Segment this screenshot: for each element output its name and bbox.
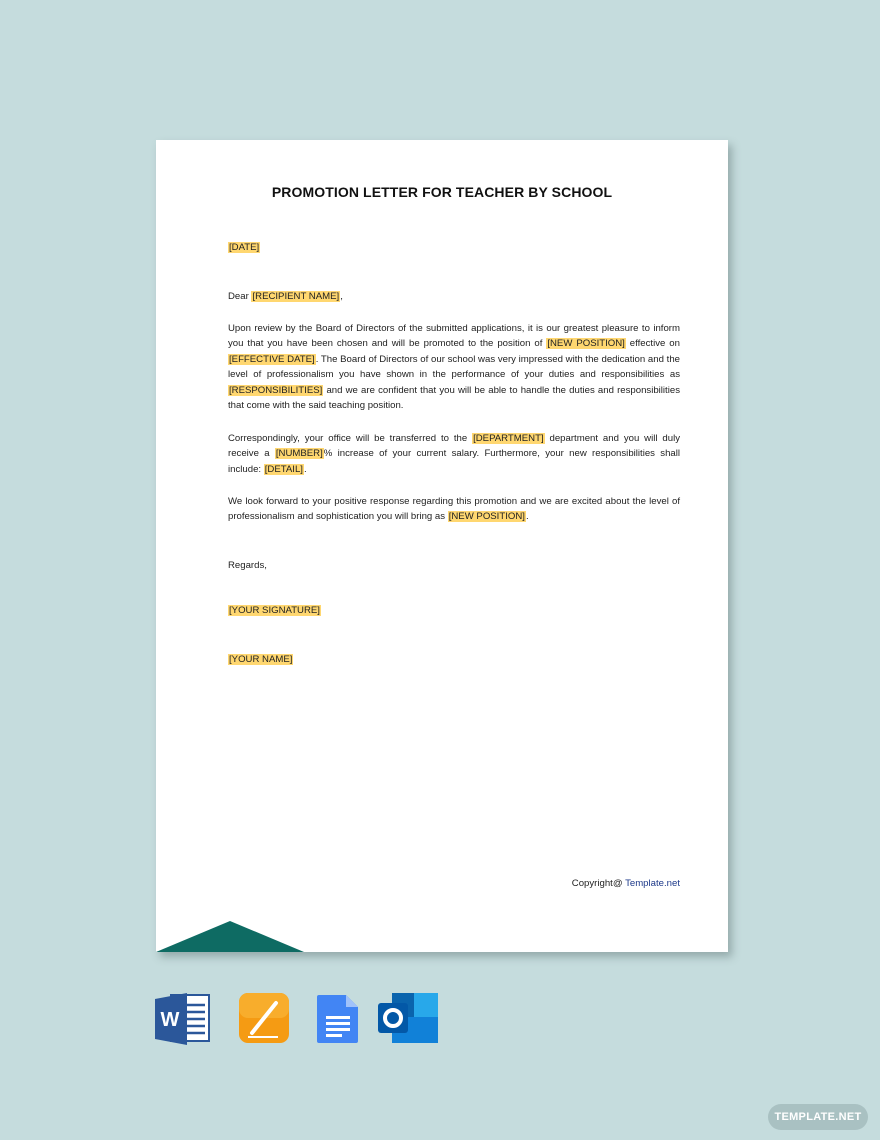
p2-text-b: department and you will duly receive a	[228, 433, 680, 460]
p2-text-a: Correspondingly, your office will be transferred to the	[228, 433, 473, 444]
new-position-placeholder-2: [NEW POSITION]	[448, 511, 525, 523]
document-page	[156, 140, 728, 952]
decorative-triangle	[156, 921, 304, 952]
name-placeholder: [YOUR NAME]	[229, 654, 293, 665]
copyright-prefix: Copyright@	[571, 878, 626, 889]
responsibilities-placeholder: [RESPONSIBILITIES]	[229, 384, 323, 396]
outlook-icon[interactable]	[378, 993, 434, 1045]
paragraph-2	[228, 431, 680, 477]
new-position-placeholder: [NEW POSITION]	[547, 338, 625, 350]
p1-text-c: . The Board of Directors of our school was very impressed with the dedication and the level of professionalism you have shown in the performance of your duties and responsibilities as	[228, 353, 680, 381]
effective-date-placeholder: [EFFECTIVE DATE]	[229, 353, 315, 365]
greeting-suffix: ,	[340, 291, 343, 302]
signature-line	[228, 603, 680, 618]
svg-text:W: W	[160, 1009, 180, 1031]
p3-text-b: .	[525, 511, 529, 523]
p1-text-b: effective on	[625, 338, 680, 350]
template-net-badge[interactable]: TEMPLATE.NET	[768, 1104, 868, 1130]
app-icons-row	[0, 993, 880, 1045]
word-icon[interactable]	[155, 993, 211, 1045]
p1-text-d: and we are confident that you will be able to handle the duties and responsibilities that come with the said teaching position.	[228, 384, 680, 412]
date-placeholder: [DATE]	[229, 242, 260, 253]
pages-icon[interactable]	[238, 993, 294, 1045]
date-line	[228, 240, 680, 255]
p3-text-a: We look forward to your positive response regarding this promotion and we are excited about the level of professionalism and sophistication you will bring as	[228, 496, 680, 523]
greeting-line	[228, 289, 680, 304]
document-title: PROMOTION LETTER FOR TEACHER BY SCHOOL	[271, 184, 613, 200]
p2-text-c: % increase of your current salary. Furthermore, your new responsibilities shall include:	[228, 448, 681, 475]
closing-line: Regards,	[228, 560, 267, 571]
p1-text-a: Upon review by the Board of Directors of the submitted applications, it is our greatest pleasure to inform you that you have been chosen and will be promoted to the position of	[228, 323, 680, 350]
paragraph-3	[228, 494, 680, 525]
detail-placeholder: [DETAIL]	[264, 463, 303, 475]
copyright-link[interactable]: Template.net	[625, 878, 680, 889]
p2-text-d: .	[303, 463, 307, 475]
paragraph-1	[228, 321, 680, 413]
copyright-line	[456, 878, 680, 889]
signature-placeholder: [YOUR SIGNATURE]	[229, 605, 320, 616]
google-docs-icon[interactable]	[316, 993, 372, 1045]
name-line	[228, 652, 680, 667]
number-placeholder: [NUMBER]	[275, 448, 323, 460]
recipient-placeholder: [RECIPIENT NAME]	[252, 291, 340, 302]
department-placeholder: [DEPARTMENT]	[473, 433, 544, 444]
greeting-prefix: Dear	[228, 291, 252, 302]
